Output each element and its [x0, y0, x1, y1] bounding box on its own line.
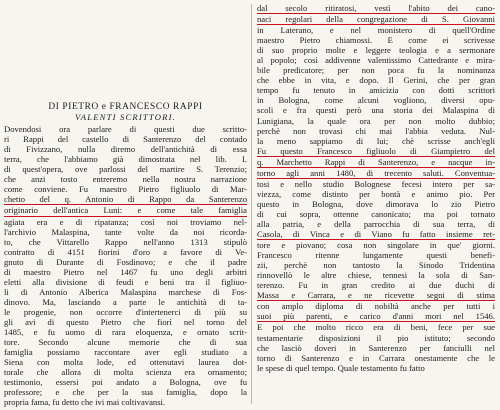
text-line: zii, perchè non tantosto la Sinodo Tridentina [257, 260, 495, 271]
text-line: che lasciò doveri in Santerenzo per fanciulli nel [257, 342, 495, 353]
text-line: naci regolari della congregazione di S. Giovanni [257, 14, 495, 25]
text-line: di cui sopra, ottenne canonicato; ma poi tornato [257, 208, 495, 219]
text-line: professore; e che per la sua famiglia, dopo la [4, 387, 247, 398]
text-line: di suo proprio molte e leggere teologia e a sermonare [257, 45, 495, 56]
text-line: to, che Vittarello Rappo nell'anno 1313 stipulò [4, 236, 247, 247]
text-line: dinovo. Ma, lasciando a parte le antichità di ta- [4, 296, 247, 307]
text-line: torno di Santerenzo e in Carrara onestamente che le [257, 352, 495, 363]
text-line: suoi più parenti, e carico d'anni mori nel 1546. [257, 311, 495, 322]
text-line: questo in Bologna, dove dimorava lo zio Pietro [257, 198, 495, 209]
text-line: gli avi di questo Pietro che fiorì nel torno del [4, 316, 247, 327]
text-line: in Bologna, come alcuni vogliono, diversi opu- [257, 95, 495, 106]
text-line: che anzi tosto entreremo nella nostra narrazione [4, 174, 247, 185]
text-line: gnuto di Durante di Fosdinovo; e che il padre [4, 256, 247, 267]
text-line: di maestro Pietro nel 1467 fu uno degli arbitri [4, 266, 247, 277]
text-line: Lunigiana, la quale ora per non molto dubbio; [257, 115, 495, 126]
article-title: DI PIETRO e FRANCESCO RAPPI [48, 102, 203, 112]
text-line: Dovendosi ora parlare di questi due scritto- [4, 124, 247, 135]
text-line: in Laterano, e nel monistero di quell'Ordine [257, 25, 495, 36]
text-line: propria fama, fu detto che ivi mai coltivavansi. [4, 397, 166, 408]
text-line: eletti alla divisione di feudi e beni tra il figliuo- [4, 276, 247, 287]
text-line: scoli e fra questi però una storia dei Malaspina di [257, 105, 495, 116]
column-divider [251, 4, 252, 404]
text-line: chetto del q. Antonio di Rappo da Santerenzo [4, 194, 247, 205]
left-column-top-space [4, 0, 247, 98]
text-line: con amplo diploma di nobiltà anche per tutti i [257, 301, 495, 312]
text-line: le progenie, non occorre d'intertenerci di più su [4, 306, 247, 317]
text-line: maestro Pietro chiamossi. E come ei scrivesse [257, 35, 495, 46]
text-line: E poi che molto ricco era di beni, fece per sue [257, 322, 495, 333]
text-line: tempo fu tenuto in amicizia con dotti scrittori [257, 85, 495, 96]
text-line: agiata era e di ripatanza; così noi troviamo nel- [4, 216, 247, 227]
text-line: perchè non trovasi chi mai l'abbia veduta. Nul- [257, 125, 495, 136]
text-line: la meno sappiamo di lui; chè scrisse anch'egli [257, 135, 495, 146]
text-line: le spese di quel tempo. Quale testamento fu fatto [257, 362, 425, 373]
text-line: testamentarie disposizioni il pio istituto; secondo [257, 332, 495, 343]
text-line: rinnovellò le altre chiese, tennesi la sola di San- [257, 270, 495, 281]
text-line: Siena con molta lode, ed ottenutavi laurea dot- [4, 357, 247, 368]
text-line: di Fivizzano, nulla diremo dell'antichità di essa [4, 144, 247, 155]
text-line: bile predicatore; per non poca fu la nominanza [257, 65, 495, 76]
text-line: al popolo; così addivenne valentissimo Cattedrante e mira- [257, 55, 495, 66]
text-line: Fu questo Francesco figliuolo di Giampietro del [257, 145, 495, 156]
text-line: q. Marchetto Rappi di Santerenzo, e nacque in- [257, 156, 495, 167]
text-line: famiglia possiamo raccontare aver egli studiato a [4, 347, 247, 358]
article-subtitle: VALENTI SCRITTORI. [74, 112, 177, 123]
text-line: terra, che l'abbiamo già dimostrata nel lib. I. [4, 154, 247, 165]
text-line: originario dell'antica Luni: e come tale famiglia [4, 205, 247, 216]
text-line: l'archivio Malaspina, tante volte da noi ricorda- [4, 226, 247, 237]
text-line: ri Rappi del castello di Santerenzo del contado [4, 134, 247, 145]
text-line: Francesco ritenne lungamente questi benefi- [257, 250, 495, 261]
right-column-text [257, 3, 495, 373]
text-line: torno agli anni 1480, di trecento saluti. Conventua- [257, 167, 495, 178]
text-line: tore e piovano; cosa non singolare in que' giorni. [257, 240, 495, 251]
text-line: di quest'opera, ove parlossi del martire S. Terenzio; [4, 164, 247, 175]
text-line: come conviene. Fu maestro Pietro figliuolo di Mar- [4, 184, 247, 195]
left-column-text [4, 124, 247, 407]
text-line: testimonio, essersi poi andato a Bologna, ove fu [4, 377, 247, 388]
text-line: 1485, e fu uomo di rara eloquenza, e ornato scrit- [4, 327, 247, 338]
text-line: viezza, come distinto per bontà e animo pio. Per [257, 188, 495, 199]
left-column [4, 0, 247, 407]
text-line: Massa e Carrara, e ne ricevette segni di stima [257, 290, 495, 301]
text-line: tore. Secondo alcune memorie che di sua [4, 337, 247, 348]
text-line: alla patria, e della parrocchia di sua terra, di [257, 218, 495, 229]
text-line: Casola, di Vinca e di Viano fu fatto insieme ret- [257, 229, 495, 240]
right-column [257, 0, 495, 373]
text-line: che ebbe in vita, e dopo. Il Gerini, che per gran [257, 75, 495, 86]
text-line: torale che allora di molta scienza era ornamento; [4, 367, 247, 378]
text-line: dal secolo ritiratosi, vestì l'abito dei cano- [257, 3, 495, 13]
text-line: terenzo. Fu in gran credito ai due duchi di [257, 280, 495, 291]
text-line: contratto di 4151 fiorini d'oro a favore di Ve- [4, 246, 247, 257]
text-line: li di Antonio Alberica Malaspina marchese di Fos- [4, 286, 247, 297]
text-line: tosi e nello studio Bolognese fecesi intero per sa- [257, 178, 495, 189]
